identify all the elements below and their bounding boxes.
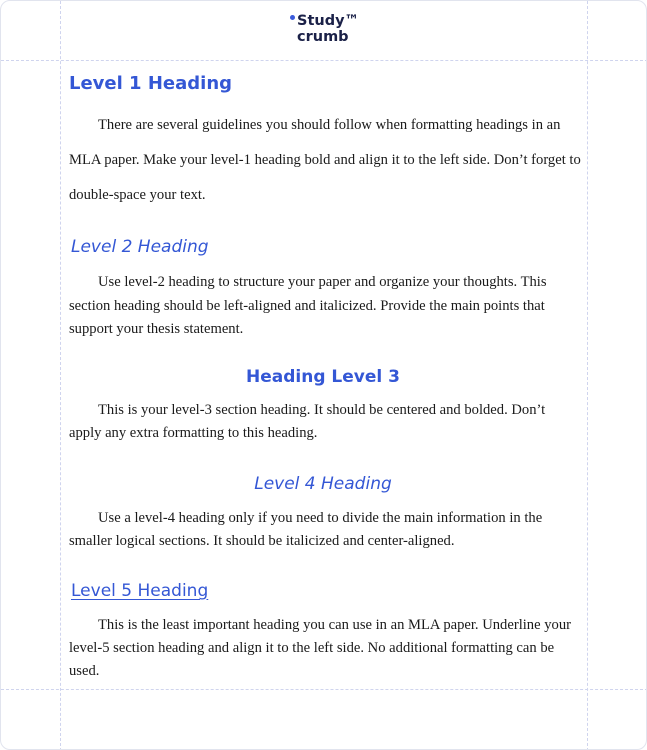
level-5-heading: Level 5 Heading (71, 581, 209, 601)
margin-guide-right (587, 1, 588, 750)
studycrumb-logo (287, 13, 377, 49)
level-1-heading: Level 1 Heading (69, 73, 233, 94)
margin-guide-left (60, 1, 61, 750)
level-3-paragraph: This is your level-3 section heading. It should be centered and bolded. Don’t apply any extra formatting to this heading. (69, 402, 546, 441)
margin-guide-bottom (1, 689, 647, 690)
margin-guide-top (1, 60, 647, 61)
level-2-heading: Level 2 Heading (71, 237, 209, 257)
logo-text-line1: Study™ (297, 13, 360, 29)
level-2-paragraph: Use level-2 heading to structure your paper and organize your thoughts. This section heading should be left-aligned and italicized. Provide the main points that support your thesis statement. (69, 274, 547, 337)
level-4-paragraph: Use a level-4 heading only if you need to divide the main information in the smaller logical sections. It should be italicized and center-aligned. (69, 510, 543, 549)
level-3-heading: Heading Level 3 (246, 367, 400, 387)
level-1-paragraph: There are several guidelines you should follow when formatting headings in an MLA paper. Make your level-1 heading bold and align it to the left side. Don’t forget to double-space your text. (69, 117, 581, 203)
logo-dot-icon (290, 15, 295, 20)
logo-text-line2: crumb (297, 29, 349, 45)
level-5-paragraph: This is the least important heading you can use in an MLA paper. Underline your level-5 section heading and align it to the left side. No additional formatting can be used. (69, 617, 571, 679)
level-4-heading: Level 4 Heading (254, 474, 392, 494)
